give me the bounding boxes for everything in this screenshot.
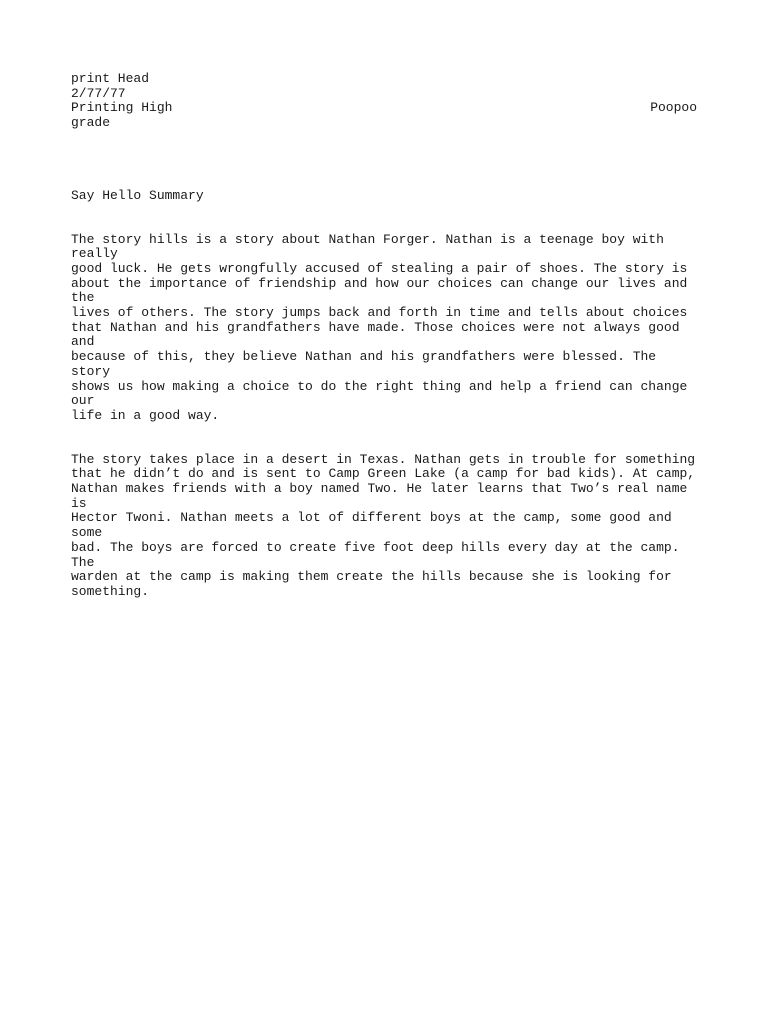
paragraph: The story takes place in a desert in Texas. Nathan gets in trouble for something that he didn’t do and is sent to Camp Green Lake (a camp for bad kids). At camp, Nathan makes friends with a boy named Two. He later learns that Two’s real name is Hector Twoni. Nathan meets a lot of different boys at the camp, some good and some bad. The boys are forced to create five foot deep hills every day at the camp. The warden at the camp is making them create the hills because she is looking for something. — [71, 451, 696, 599]
header-right-name: Poopoo — [650, 100, 697, 116]
header-course-row — [71, 101, 697, 116]
header-name: print Head — [71, 71, 150, 86]
paragraph: The story hills is a story about Nathan Forger. Nathan is a teenage boy with really good luck. He gets wrongfully accused of stealing a pair of shoes. The story is about the importance of friendship and how our choices can change our lives and the lives of others. The story jumps back and forth in time and tells about choices that Nathan and his grandfathers have made. Those choices were not always good and because of this, they believe Nathan and his grandfathers were blessed. The story shows us how making a choice to do the right thing and help a friend can change our life in a good way. — [71, 231, 688, 423]
header-course: Printing High — [71, 100, 173, 116]
header-grade: grade — [71, 115, 111, 131]
header-date: 2/77/77 — [71, 85, 126, 101]
document-title: Say Hello Summary — [71, 187, 204, 203]
document-content — [71, 72, 697, 600]
